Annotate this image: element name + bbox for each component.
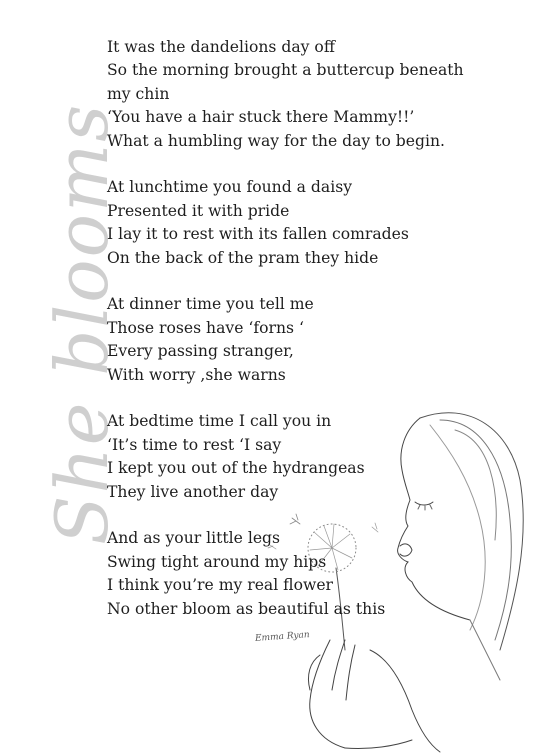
poem-line: On the back of the pram they hide <box>107 248 379 267</box>
poem-line: At bedtime time I call you in <box>107 412 332 431</box>
poem-line: What a humbling way for the day to begin. <box>107 131 445 150</box>
stanza-4 <box>107 410 487 504</box>
poem-line: And as your little legs <box>107 529 281 548</box>
poem-line: So the morning brought a buttercup beneath my chin <box>107 61 464 103</box>
poem-line: Every passing stranger, <box>107 342 294 361</box>
poem-line: ‘You have a hair stuck there Mammy!!’ <box>107 108 415 127</box>
poem-line: Presented it with pride <box>107 201 290 220</box>
poem-line: At lunchtime you found a daisy <box>107 178 352 197</box>
poem-line: With worry ,she warns <box>107 365 286 384</box>
artist-signature: Emma Ryan <box>254 630 311 644</box>
poem-line: At dinner time you tell me <box>107 295 314 314</box>
stanza-5 <box>107 527 487 621</box>
poem-line: ‘It’s time to rest ‘I say <box>107 435 282 454</box>
side-title: She blooms <box>40 102 124 545</box>
poem-line: They live another day <box>107 482 279 501</box>
stanza-2 <box>107 176 487 270</box>
poem-line: It was the dandelions day off <box>107 38 335 56</box>
poem-line: I kept you out of the hydrangeas <box>107 459 365 478</box>
poem-line: No other bloom as beautiful as this <box>107 599 386 618</box>
poem-line: Swing tight around my hips <box>107 552 327 571</box>
stanza-1 <box>107 36 487 153</box>
poem-line: I lay it to rest with its fallen comrades <box>107 225 409 244</box>
poem-line: I think you’re my real flower <box>107 576 333 595</box>
stanza-3 <box>107 293 487 387</box>
poem-line: Those roses have ‘forns ‘ <box>107 318 304 337</box>
poem-body <box>107 36 487 644</box>
